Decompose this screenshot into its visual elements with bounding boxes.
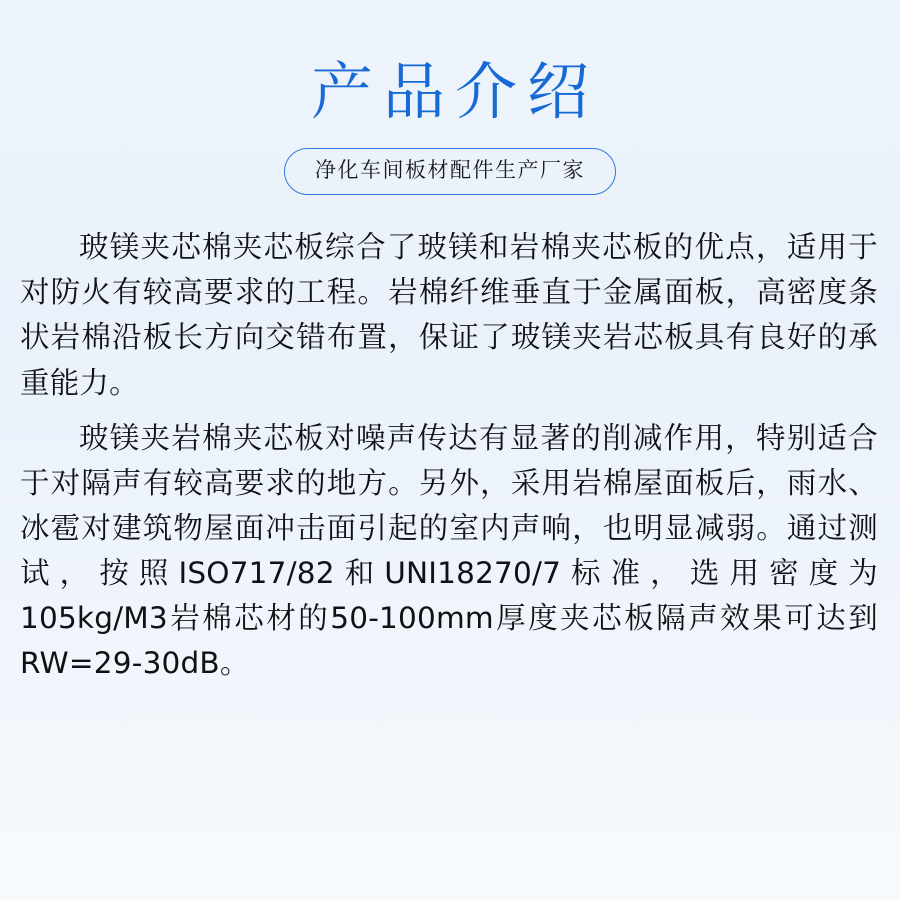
subtitle-container [0, 148, 900, 195]
paragraph-2: 玻镁夹岩棉夹芯板对噪声传达有显著的削减作用，特别适合于对隔声有较高要求的地方。另外，采用岩棉屋面板后，雨水、冰雹对建筑物屋面冲击面引起的室内声响，也明显减弱。通过测试，按照ISO717/82和UNI18270/7标准，选用密度为105kg/M3岩棉芯材的50-100mm厚度夹芯板隔声效果可达到RW=29-30dB。 [20, 420, 878, 681]
paragraph-1: 玻镁夹芯棉夹芯板综合了玻镁和岩棉夹芯板的优点，适用于对防火有较高要求的工程。岩棉纤维垂直于金属面板，高密度条状岩棉沿板长方向交错布置，保证了玻镁夹岩芯板具有良好的承重能力。 [20, 230, 878, 400]
subtitle-badge: 净化车间板材配件生产厂家 [284, 148, 616, 195]
page-title: 产品介绍 [310, 55, 599, 128]
header [0, 0, 900, 195]
body-content [0, 225, 900, 686]
